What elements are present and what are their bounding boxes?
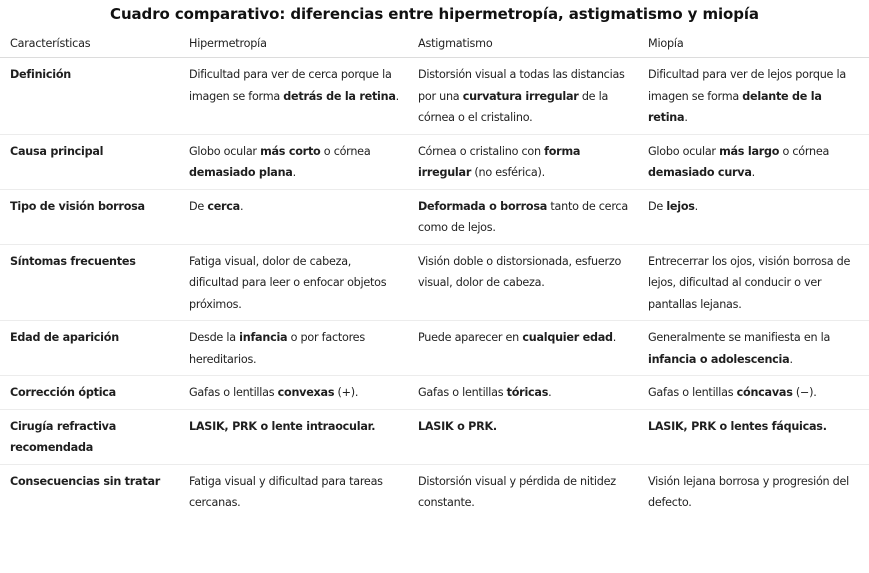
text-segment: o por factores hereditarios. bbox=[189, 331, 365, 366]
bold-text: LASIK o PRK. bbox=[418, 419, 497, 433]
bold-text: demasiado plana bbox=[189, 166, 293, 179]
cell-miopia bbox=[638, 244, 869, 321]
feature-cell: Causa principal bbox=[0, 134, 179, 189]
text-segment: (+). bbox=[334, 386, 359, 399]
text-segment: Globo ocular bbox=[648, 144, 720, 158]
cell-astigmatismo bbox=[408, 376, 638, 410]
bold-text: más largo bbox=[719, 144, 780, 158]
text-segment: o córnea bbox=[320, 144, 371, 158]
bold-text: delante de la retina bbox=[648, 89, 822, 124]
cell-miopia bbox=[638, 189, 869, 244]
bold-text: cualquier edad bbox=[522, 331, 613, 344]
cell-astigmatismo bbox=[408, 464, 638, 519]
text-segment: o córnea bbox=[779, 144, 830, 158]
feature-cell: Consecuencias sin tratar bbox=[10, 474, 161, 488]
cell-astigmatismo bbox=[408, 134, 638, 189]
header-row bbox=[0, 33, 869, 58]
text-segment: (no esférica). bbox=[471, 166, 545, 179]
text-segment: De bbox=[189, 199, 208, 213]
cell-miopia bbox=[638, 321, 869, 376]
feature-cell: Edad de aparición bbox=[0, 321, 179, 376]
bold-text: LASIK, PRK o lentes fáquicas. bbox=[648, 419, 827, 433]
bold-text: cerca bbox=[207, 199, 240, 213]
text-segment: Dificultad para ver de lejos porque la imagen se forma bbox=[648, 68, 846, 103]
bold-text: Deformada o borrosa bbox=[418, 199, 548, 213]
bold-text: tóricas bbox=[506, 386, 549, 399]
cell-hipermetropia bbox=[179, 376, 408, 410]
bold-text: lejos bbox=[666, 199, 695, 213]
text-segment: . bbox=[612, 331, 617, 344]
cell-miopia bbox=[638, 376, 869, 410]
table-row bbox=[0, 376, 869, 410]
bold-text: forma irregular bbox=[418, 144, 581, 179]
text-segment: Generalmente se manifiesta en la bbox=[648, 331, 831, 344]
text-segment: (−). bbox=[792, 386, 817, 399]
cell-hipermetropia bbox=[179, 189, 408, 244]
text-segment: Visión lejana borrosa y progresión del defecto. bbox=[648, 474, 850, 509]
cell-miopia bbox=[638, 58, 869, 135]
text-segment: Globo ocular bbox=[189, 144, 261, 158]
text-segment: Fatiga visual y dificultad para tareas cercanas. bbox=[189, 474, 383, 509]
feature-cell: Definición bbox=[0, 58, 179, 135]
header-astigmatismo: Astigmatismo bbox=[408, 33, 638, 58]
cell-hipermetropia bbox=[179, 244, 408, 321]
feature-cell: Tipo de visión borrosa bbox=[0, 189, 179, 244]
cell-hipermetropia bbox=[179, 321, 408, 376]
cell-astigmatismo bbox=[408, 321, 638, 376]
cell-hipermetropia bbox=[179, 409, 408, 464]
text-segment: De bbox=[648, 199, 667, 213]
table-row bbox=[0, 134, 869, 189]
text-segment: . bbox=[684, 111, 688, 124]
feature-cell: Síntomas frecuentes bbox=[0, 244, 179, 321]
bold-text: demasiado curva bbox=[648, 166, 752, 179]
cell-astigmatismo bbox=[408, 409, 638, 464]
text-segment: de la córnea o el cristalino. bbox=[418, 89, 609, 124]
text-segment: Distorsión visual a todas las distancias por una bbox=[418, 68, 625, 103]
table-row bbox=[0, 464, 869, 519]
page-title: Cuadro comparativo: diferencias entre hipermetropía, astigmatismo y miopía bbox=[110, 5, 759, 23]
text-segment: . bbox=[789, 352, 793, 366]
feature-cell: Corrección óptica bbox=[0, 376, 179, 410]
cell-hipermetropia bbox=[179, 464, 408, 519]
text-segment: Entrecerrar los ojos, visión borrosa de lejos, dificultad al conducir o ver pantallas lejanas. bbox=[648, 254, 851, 311]
text-segment: Puede aparecer en bbox=[418, 331, 523, 344]
text-segment: tanto de cerca como de lejos. bbox=[418, 199, 628, 234]
table-header bbox=[0, 33, 869, 58]
cell-astigmatismo bbox=[408, 58, 638, 135]
text-segment: Gafas o lentillas bbox=[648, 386, 737, 399]
text-segment: . bbox=[694, 199, 698, 213]
cell-miopia bbox=[638, 409, 869, 464]
table-row bbox=[0, 321, 869, 376]
table-row bbox=[0, 244, 869, 321]
feature-cell: Cirugía refractiva recomendada bbox=[0, 409, 179, 464]
text-segment: Gafas o lentillas bbox=[189, 386, 278, 399]
bold-text: infancia bbox=[239, 331, 288, 344]
header-caracteristicas: Características bbox=[0, 33, 179, 58]
text-segment: Córnea o cristalino con bbox=[418, 144, 545, 158]
bold-text: curvatura irregular bbox=[462, 89, 579, 103]
bold-text: más corto bbox=[260, 144, 321, 158]
cell-miopia bbox=[638, 464, 869, 519]
text-segment: . bbox=[395, 89, 399, 103]
text-segment: Fatiga visual, dolor de cabeza, dificultad para leer o enfocar objetos próximos. bbox=[189, 254, 387, 311]
text-segment: Distorsión visual y pérdida de nitidez constante. bbox=[418, 474, 616, 509]
text-segment: . bbox=[548, 386, 552, 399]
text-segment: . bbox=[751, 166, 755, 179]
text-segment: . bbox=[239, 199, 244, 213]
cell-hipermetropia bbox=[179, 58, 408, 135]
text-segment: . bbox=[292, 166, 296, 179]
bold-text: detrás de la retina bbox=[283, 89, 396, 103]
cell-astigmatismo bbox=[408, 244, 638, 321]
table-body bbox=[0, 58, 869, 519]
text-segment: Visión doble o distorsionada, esfuerzo visual, dolor de cabeza. bbox=[418, 254, 622, 289]
table-row bbox=[0, 189, 869, 244]
bold-text: infancia o adolescencia bbox=[648, 352, 790, 366]
cell-astigmatismo bbox=[408, 189, 638, 244]
text-segment: Gafas o lentillas bbox=[418, 386, 507, 399]
cell-miopia bbox=[638, 134, 869, 189]
header-hipermetropia: Hipermetropía bbox=[179, 33, 408, 58]
bold-text: cóncavas bbox=[736, 386, 793, 399]
table-row bbox=[0, 409, 869, 464]
bold-text: LASIK, PRK o lente intraocular. bbox=[189, 419, 376, 433]
text-segment: Desde la bbox=[189, 331, 240, 344]
comparison-table bbox=[0, 33, 869, 519]
bold-text: convexas bbox=[277, 386, 335, 399]
header-miopia: Miopía bbox=[638, 33, 869, 58]
table-row bbox=[0, 58, 869, 135]
cell-hipermetropia bbox=[179, 134, 408, 189]
text-segment: Dificultad para ver de cerca porque la imagen se forma bbox=[189, 68, 392, 103]
